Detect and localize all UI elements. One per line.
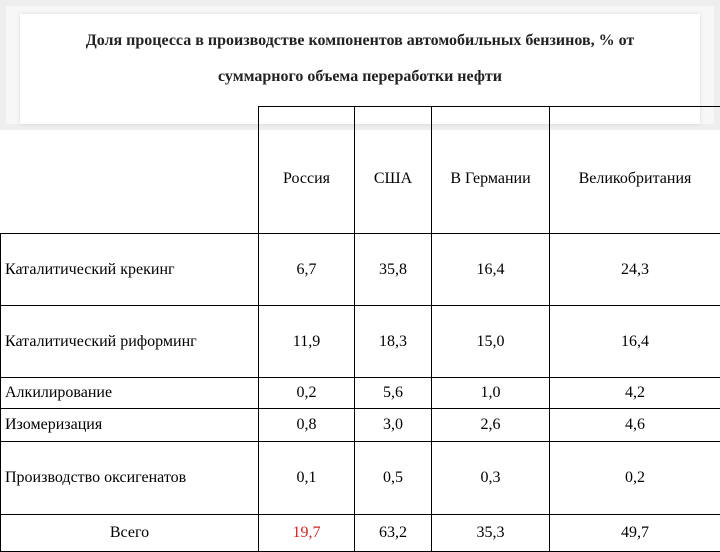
table-total-row: [1, 515, 720, 552]
header-corner: [1, 107, 259, 234]
table-cell: 0,3: [432, 442, 550, 515]
table-cell: 4,2: [550, 378, 720, 409]
title-line-1: Доля процесса в производстве компонентов автомобильных бензинов, % от: [20, 32, 700, 50]
row-label: Производство оксигенатов: [1, 442, 259, 515]
table-cell: 11,9: [259, 306, 355, 378]
table-cell: 15,0: [432, 306, 550, 378]
row-label: Изомеризация: [1, 409, 259, 442]
table-cell: 0,5: [355, 442, 432, 515]
table-cell: 2,6: [432, 409, 550, 442]
table-cell: 4,6: [550, 409, 720, 442]
row-label: Каталитический риформинг: [1, 306, 259, 378]
column-header: Великобритания: [550, 107, 720, 234]
data-table: [0, 106, 720, 552]
table-cell: 16,4: [550, 306, 720, 378]
total-cell: 49,7: [550, 515, 720, 552]
table-cell: 0,2: [550, 442, 720, 515]
total-cell-highlighted: 19,7: [259, 515, 355, 552]
column-header: США: [355, 107, 432, 234]
table-cell: 16,4: [432, 234, 550, 306]
table-row: [1, 409, 720, 442]
table-cell: 35,8: [355, 234, 432, 306]
table-row: [1, 378, 720, 409]
column-header: Россия: [259, 107, 355, 234]
table-cell: 0,2: [259, 378, 355, 409]
column-header: В Германии: [432, 107, 550, 234]
total-label: Всего: [1, 515, 259, 552]
table-cell: 0,1: [259, 442, 355, 515]
title-line-2: суммарного объема переработки нефти: [20, 68, 700, 86]
table-cell: 1,0: [432, 378, 550, 409]
table-cell: 5,6: [355, 378, 432, 409]
table-header-row: [1, 107, 720, 234]
table-row: [1, 442, 720, 515]
table-cell: 24,3: [550, 234, 720, 306]
table-row: [1, 306, 720, 378]
table-cell: 3,0: [355, 409, 432, 442]
table-cell: 6,7: [259, 234, 355, 306]
total-cell: 35,3: [432, 515, 550, 552]
table-cell: 0,8: [259, 409, 355, 442]
table-cell: 18,3: [355, 306, 432, 378]
total-cell: 63,2: [355, 515, 432, 552]
table-row: [1, 234, 720, 306]
row-label: Алкилирование: [1, 378, 259, 409]
row-label: Каталитический крекинг: [1, 234, 259, 306]
